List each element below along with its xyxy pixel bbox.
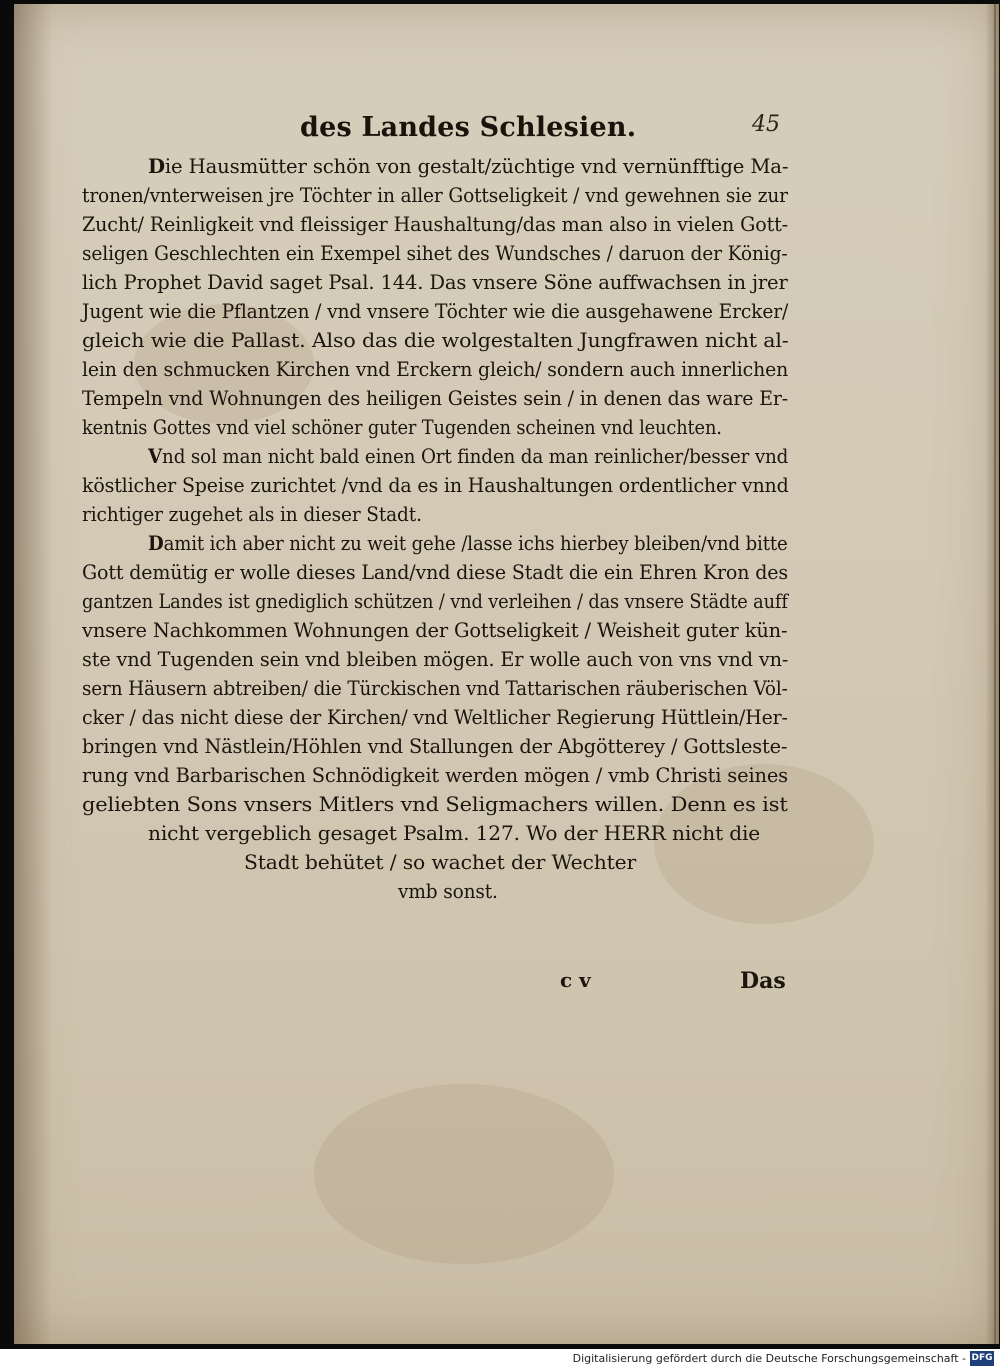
text-line: vmb sonst. <box>398 879 498 903</box>
text-line: Vnd sol man nicht bald einen Ort finden da man reinlicher/besser vnd <box>148 444 789 468</box>
text-line: Tempeln vnd Wohnungen des heiligen Geistes sein / in denen das ware Er- <box>82 386 789 410</box>
text-line: Stadt behütet / so wachet der Wechter <box>244 850 637 874</box>
text-line: lich Prophet David saget Psal. 144. Das vnsere Söne auffwachsen in jrer <box>82 270 788 294</box>
page-header <box>0 112 1000 152</box>
text-line: seligen Geschlechten ein Exempel sihet des Wundsches / daruon der König- <box>82 241 788 265</box>
text-line: kentnis Gottes vnd viel schöner guter Tugenden scheinen vnd leuchten. <box>82 415 722 439</box>
text-line: cker / das nicht diese der Kirchen/ vnd Weltlicher Regierung Hüttlein/Her- <box>82 705 788 729</box>
text-line: Damit ich aber nicht zu weit gehe /lasse ichs hierbey bleiben/vnd bitte <box>148 531 788 555</box>
text-line: vnsere Nachkommen Wohnungen der Gottseligkeit / Weisheit guter kün- <box>82 618 788 642</box>
paper-stain <box>314 1084 614 1264</box>
text-line: Die Hausmütter schön von gestalt/züchtige vnd vernünfftige Ma- <box>148 154 789 178</box>
text-line: Gott demütig er wolle dieses Land/vnd diese Stadt die ein Ehren Kron des <box>82 560 788 584</box>
footer-credit: Digitalisierung gefördert durch die Deutsche Forschungsgemeinschaft - <box>572 1352 966 1365</box>
text-line: Zucht/ Reinligkeit vnd fleissiger Haushaltung/das man also in vielen Gott- <box>82 212 788 236</box>
catchword: Das <box>740 968 786 994</box>
text-line: bringen vnd Nästlein/Höhlen vnd Stallungen der Abgötterey / Gottsleste- <box>82 734 788 758</box>
catchword-area <box>0 968 1000 998</box>
signature-mark: c v <box>560 968 591 992</box>
dfg-logo-icon: DFG <box>970 1351 994 1366</box>
page-number: 45 <box>752 112 780 137</box>
text-line: gantzen Landes ist gnediglich schützen / vnd verleihen / das vnsere Städte auff <box>82 589 788 613</box>
text-line: richtiger zugehet als in dieser Stadt. <box>82 502 422 526</box>
text-line: geliebten Sons vnsers Mitlers vnd Seligmachers willen. Denn es ist <box>82 792 788 816</box>
text-line: sern Häusern abtreiben/ die Türckischen vnd Tattarischen räuberischen Völ- <box>82 676 788 700</box>
text-line: lein den schmucken Kirchen vnd Erckern gleich/ sondern auch innerlichen <box>82 357 789 381</box>
text-line: Jugent wie die Pflantzen / vnd vnsere Töchter wie die ausgehawene Ercker/ <box>82 299 789 323</box>
text-line: rung vnd Barbarischen Schnödigkeit werden mögen / vmb Christi seines <box>82 763 788 787</box>
text-line: tronen/vnterweisen jre Töchter in aller Gottseligkeit / vnd gewehnen sie zur <box>82 183 788 207</box>
running-title: des Landes Schlesien. <box>300 112 637 143</box>
page-edge <box>994 4 996 1344</box>
text-line: ste vnd Tugenden sein vnd bleiben mögen. Er wolle auch von vns vnd vn- <box>82 647 789 671</box>
text-line: nicht vergeblich gesaget Psalm. 127. Wo der HERR nicht die <box>148 821 761 845</box>
text-line: gleich wie die Pallast. Also das die wolgestalten Jungfrawen nicht al- <box>82 328 789 352</box>
text-line: köstlicher Speise zurichtet /vnd da es in Haushaltungen ordentlicher vnnd <box>82 473 789 497</box>
footer-bar <box>0 1349 1000 1369</box>
